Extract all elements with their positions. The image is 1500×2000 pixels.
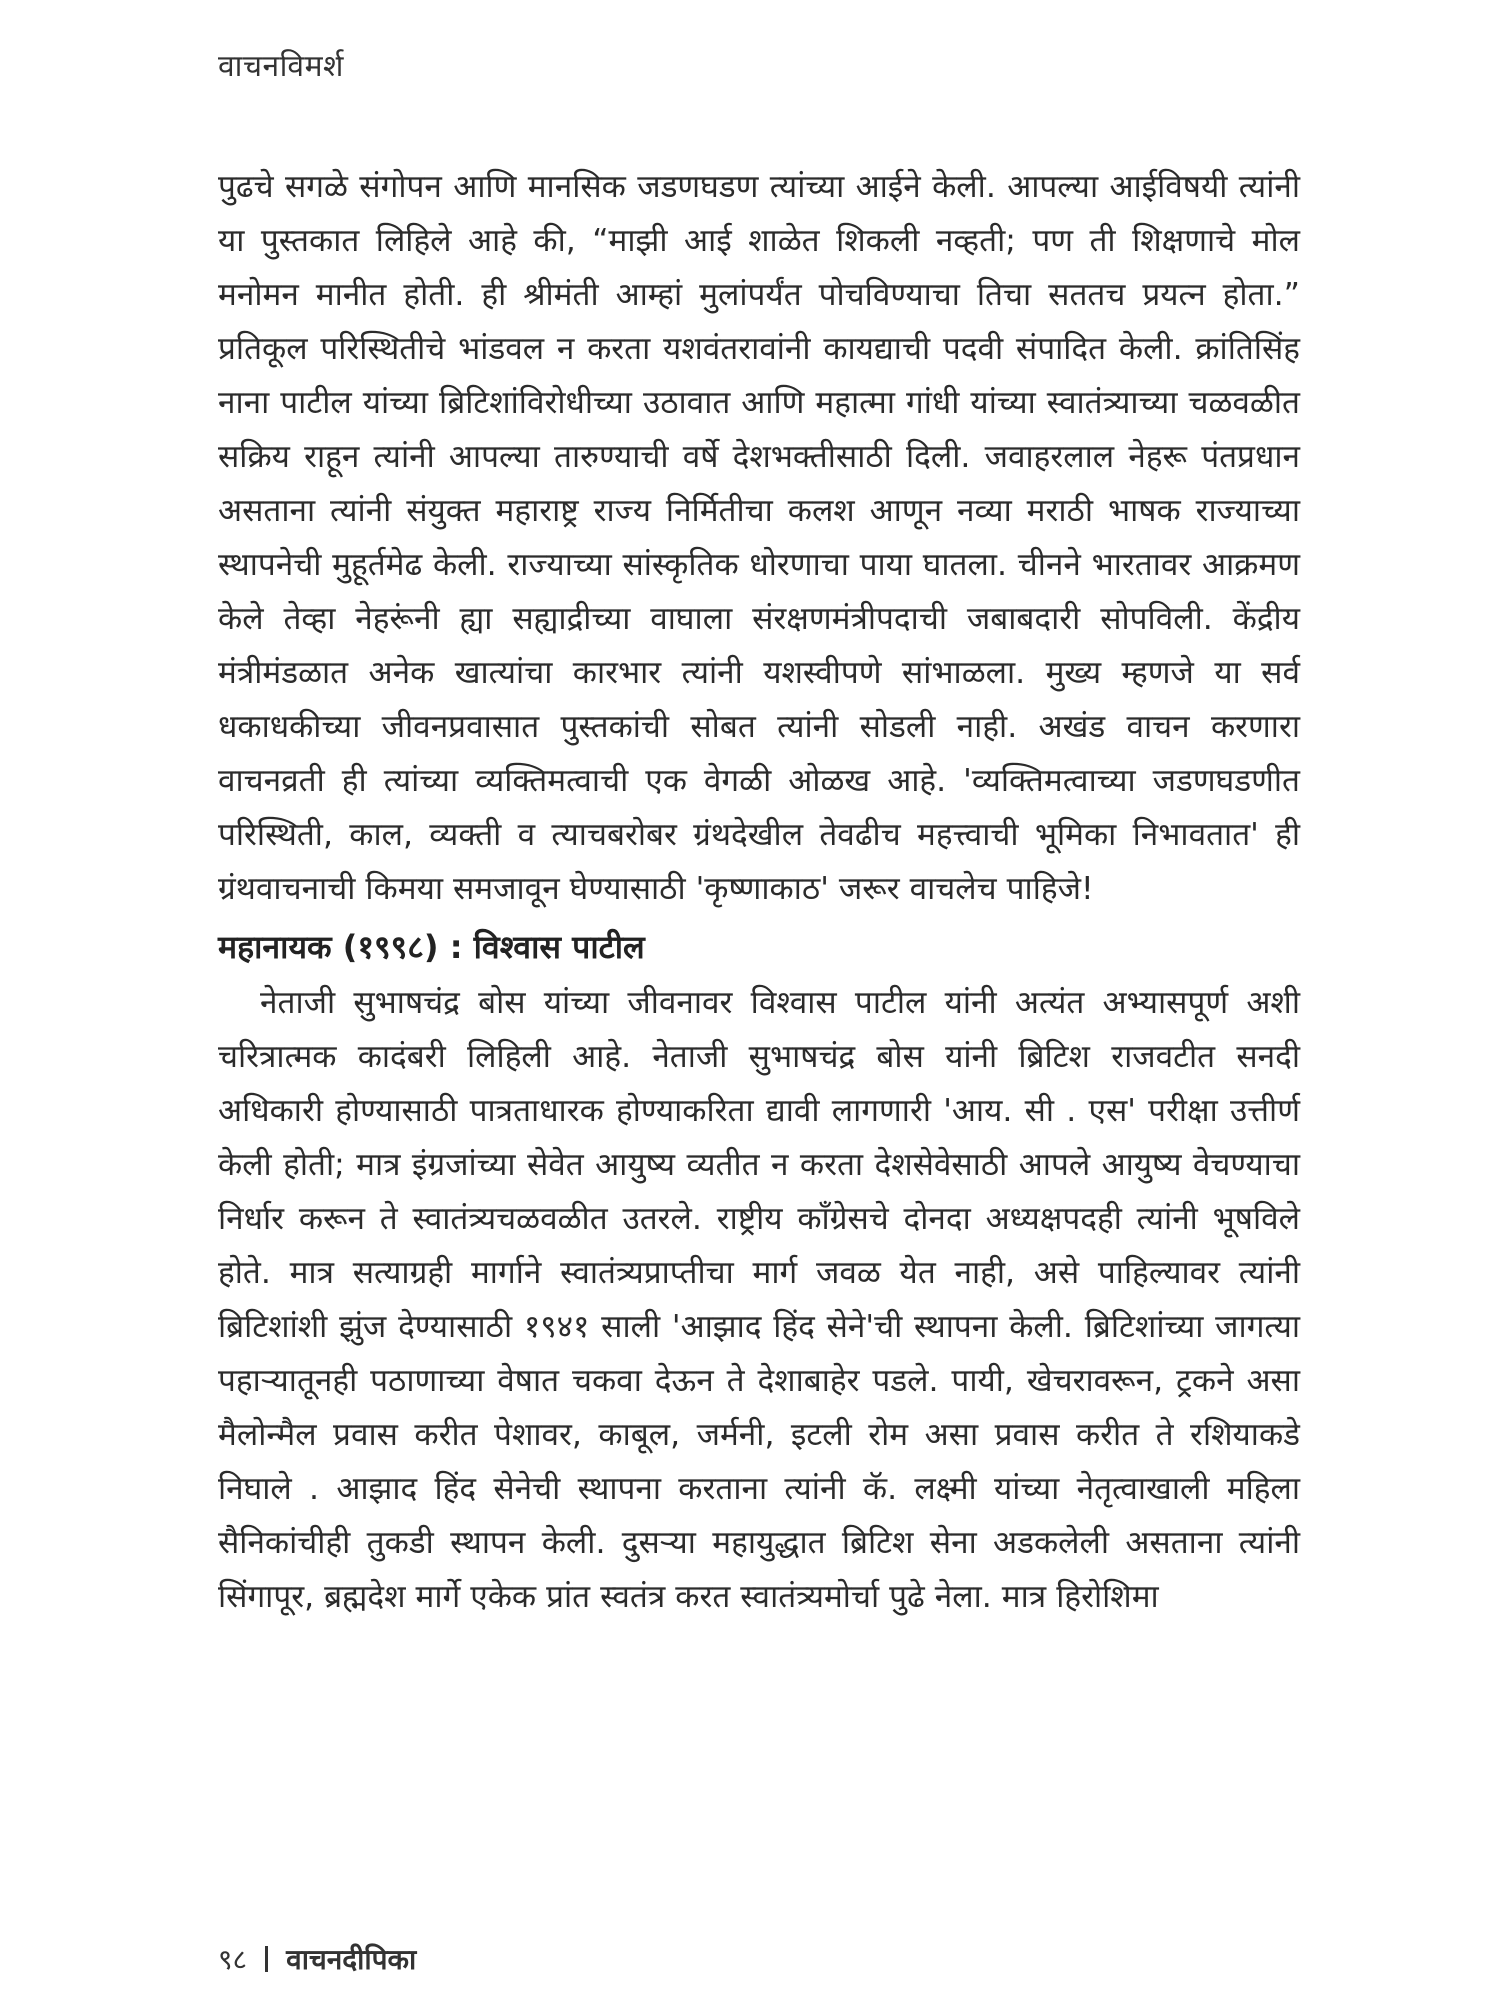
paragraph-krishnakath: पुढचे सगळे संगोपन आणि मानसिक जडणघडण त्यांच्या आईने केली. आपल्या आईविषयी त्यांनी या पुस्तकात लिहिले आहे की, “माझी आई शाळेत शिकली नव्हती; पण ती शिक्षणाचे मोल मनोमन मानीत होती. ही श्रीमंती आम्हां मुलांपर्यंत पोचविण्याचा तिचा सततच प्रयत्न होता.” प्रतिकूल परिस्थितीचे भांडवल न करता यशवंतरावांनी कायद्याची पदवी संपादित केली. क्रांतिसिंह नाना पाटील यांच्या ब्रिटिशांविरोधीच्या उठावात आणि महात्मा गांधी यांच्या स्वातंत्र्याच्या चळवळीत सक्रिय राहून त्यांनी आपल्या तारुण्याची वर्षे देशभक्तीसाठी दिली. जवाहरलाल नेहरू पंतप्रधान असताना त्यांनी संयुक्त महाराष्ट्र राज्य निर्मितीचा कलश आणून नव्या मराठी भाषक राज्याच्या स्थापनेची मुहूर्तमेढ केली. राज्याच्या सांस्कृतिक धोरणाचा पाया घातला. चीनने भारतावर आक्रमण केले तेव्हा नेहरूंनी ह्या सह्याद्रीच्या वाघाला संरक्षणमंत्रीपदाची जबाबदारी सोपविली. केंद्रीय मंत्रीमंडळात अनेक खात्यांचा कारभार त्यांनी यशस्वीपणे सांभाळला. मुख्य म्हणजे या सर्व धकाधकीच्या जीवनप्रवासात पुस्तकांची सोबत त्यांनी सोडली नाही. अखंड वाचन करणारा वाचनव्रती ही त्यांच्या व्यक्तिमत्वाची एक वेगळी ओळख आहे. 'व्यक्तिमत्वाच्या जडणघडणीत परिस्थिती, काल, व्यक्ती व त्याचबरोबर ग्रंथदेखील तेवढीच महत्त्वाची भूमिका निभावतात' ही ग्रंथवाचनाची किमया समजावून घेण्यासाठी 'कृष्णाकाठ' जरूर वाचलेच पाहिजे!: [218, 169, 1300, 907]
footer-divider: [265, 1946, 268, 1972]
paragraph-mahanayak: नेताजी सुभाषचंद्र बोस यांच्या जीवनावर विश्वास पाटील यांनी अत्यंत अभ्यासपूर्ण अशी चरित्रात्मक कादंबरी लिहिली आहे. नेताजी सुभाषचंद्र बोस यांनी ब्रिटिश राजवटीत सनदी अधिकारी होण्यासाठी पात्रताधारक होण्याकरिता द्यावी लागणारी 'आय. सी . एस' परीक्षा उत्तीर्ण केली होती; मात्र इंग्रजांच्या सेवेत आयुष्य व्यतीत न करता देशसेवेसाठी आपले आयुष्य वेचण्याचा निर्धार करून ते स्वातंत्र्यचळवळीत उतरले. राष्ट्रीय काँग्रेसचे दोनदा अध्यक्षपदही त्यांनी भूषविले होते. मात्र सत्याग्रही मार्गाने स्वातंत्र्यप्राप्तीचा मार्ग जवळ येत नाही, असे पाहिल्यावर त्यांनी ब्रिटिशांशी झुंज देण्यासाठी १९४१ साली 'आझाद हिंद सेने'ची स्थापना केली. ब्रिटिशांच्या जागत्या पहाऱ्यातूनही पठाणाच्या वेषात चकवा देऊन ते देशाबाहेर पडले. पायी, खेचरावरून, ट्रकने असा मैलोन्मैल प्रवास करीत पेशावर, काबूल, जर्मनी, इटली रोम असा प्रवास करीत ते रशियाकडे निघाले . आझाद हिंद सेनेची स्थापना करताना त्यांनी कॅ. लक्ष्मी यांच्या नेतृत्वाखाली महिला सैनिकांचीही तुकडी स्थापन केली. दुसऱ्या महायुद्धात ब्रिटिश सेना अडकलेली असताना त्यांनी सिंगापूर, ब्रह्मदेश मार्गे एकेक प्रांत स्वतंत्र करत स्वातंत्र्यमोर्चा पुढे नेला. मात्र हिरोशिमा: [218, 985, 1300, 1615]
running-head: वाचनविमर्श: [218, 49, 344, 84]
body-text: [218, 160, 1300, 1624]
section-heading-mahanayak: महानायक (१९९८) : विश्वास पाटील: [218, 928, 645, 966]
page-footer: [218, 1940, 416, 1978]
book-title: वाचनदीपिका: [286, 1943, 417, 1976]
page-number: ९८: [218, 1943, 248, 1976]
